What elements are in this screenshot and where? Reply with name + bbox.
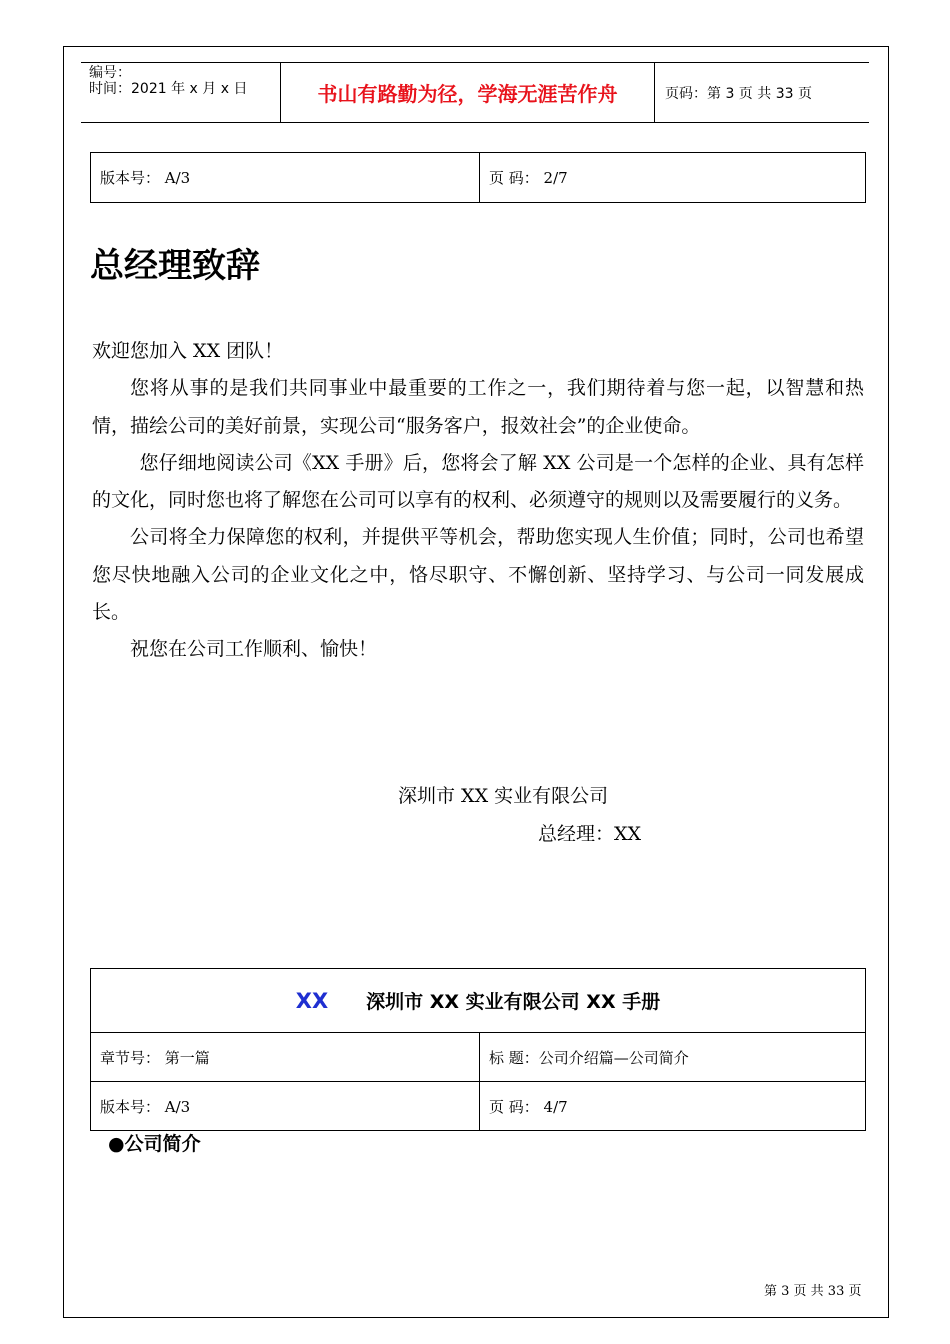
version-number: 版本号： A/3 [91, 1082, 480, 1130]
letter-paragraph: 公司将全力保障您的权利，并提供平等机会，帮助您实现人生价值；同时，公司也希望您尽快地融入公司的企业文化之中，恪尽职守、不懈创新、坚持学习、与公司一同发展成长。 [92, 526, 864, 624]
chapter-row [91, 1032, 865, 1081]
signature-company: 深圳市 XX 实业有限公司 [398, 785, 609, 807]
letter-paragraph: 您仔细地阅读公司《XX 手册》后，您将会了解 XX 公司是一个怎样的企业、具有怎样的文化，同时您也将了解您在公司可以享有的权利、必须遵守的规则以及需要履行的义务。 [92, 451, 864, 512]
signature-general-manager: 总经理：XX [538, 823, 642, 845]
manual-title: 深圳市 XX 实业有限公司 XX 手册 [366, 991, 661, 1013]
manual-logo-text: XX [295, 988, 329, 1013]
footer-page-number: 第 3 页 共 33 页 [764, 1284, 862, 1299]
letter-body [92, 333, 864, 669]
page-number: 页 码： 4/7 [489, 1097, 568, 1116]
version-row [91, 1081, 865, 1130]
version-row [91, 153, 865, 202]
header-page-info: 页码：第 3 页 共 33 页 [665, 85, 812, 102]
document-header [81, 62, 869, 123]
version-table-top [90, 152, 866, 203]
letter-closing: 祝您在公司工作顺利、愉快！ [130, 638, 378, 661]
letter-heading: 总经理致辞 [90, 246, 260, 286]
section-heading: ●公司简介 [108, 1133, 201, 1155]
chapter-subject: 标 题：公司介绍篇—公司简介 [489, 1048, 689, 1067]
header-meta [81, 63, 281, 122]
manual-table [90, 968, 866, 1131]
document-date: 时间：2021 年 x 月 x 日 [89, 81, 248, 97]
version-number: 版本号： A/3 [91, 153, 480, 202]
letter-paragraph: 您将从事的是我们共同事业中最重要的工作之一，我们期待着与您一起，以智慧和热情，描绘公司的美好前景，实现公司“服务客户，报效社会”的企业使命。 [92, 377, 864, 437]
letter-greeting: 欢迎您加入 XX 团队！ [92, 340, 284, 362]
document-number-label: 编号： [89, 65, 131, 81]
manual-title-row [91, 969, 865, 1032]
page-number: 页 码： 2/7 [489, 169, 568, 187]
header-motto: 书山有路勤为径，学海无涯苦作舟 [281, 63, 655, 122]
chapter-number: 章节号： 第一篇 [91, 1033, 480, 1081]
